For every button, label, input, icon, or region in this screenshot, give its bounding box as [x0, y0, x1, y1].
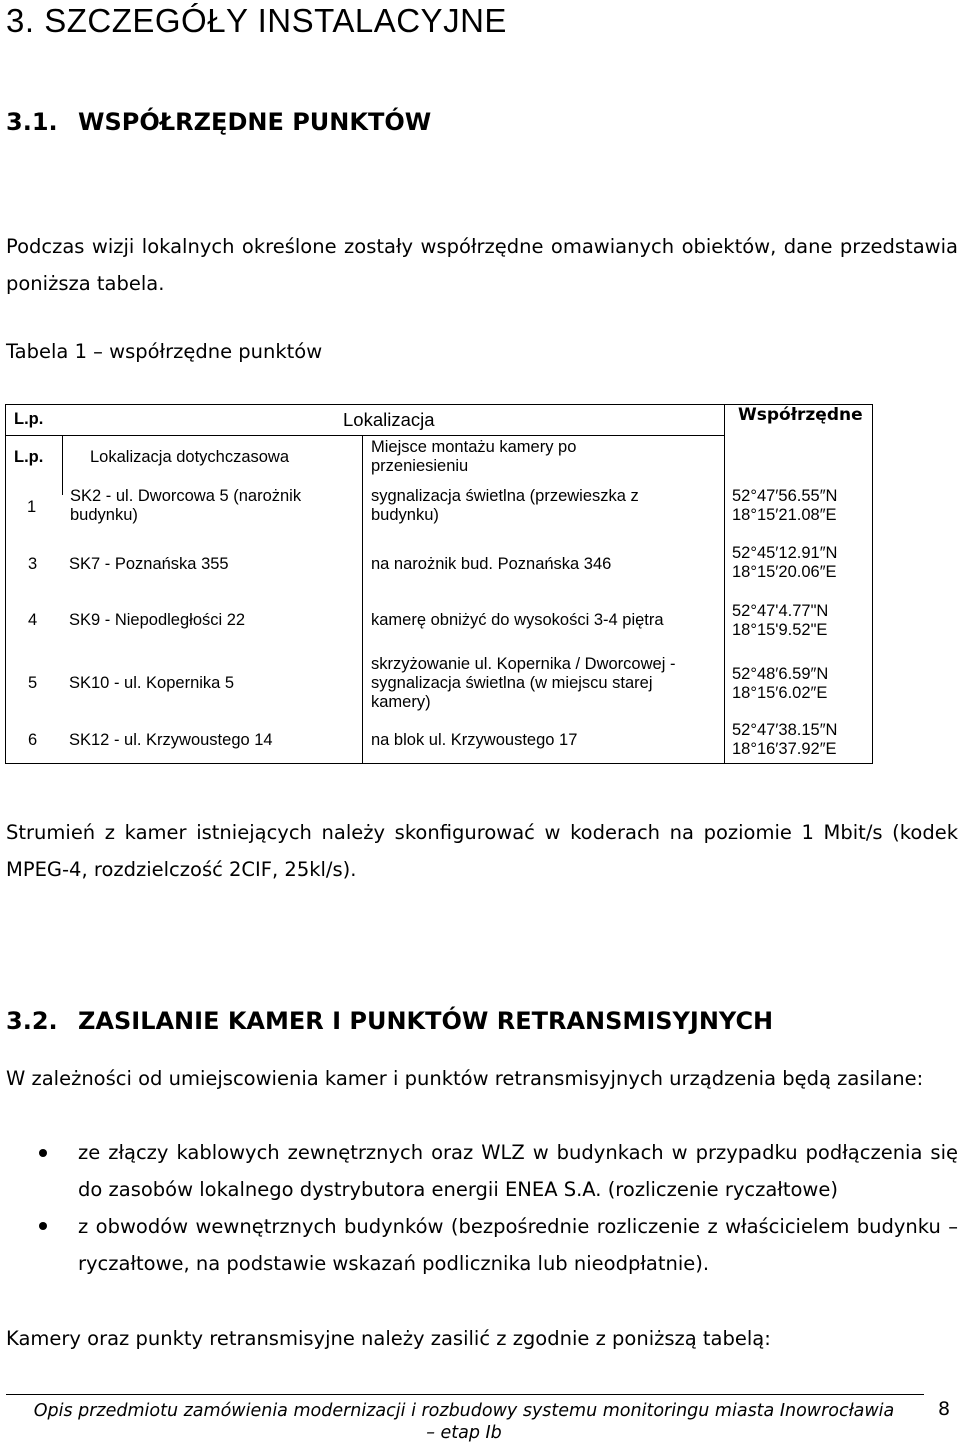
- cell-new-location: sygnalizacja świetlna (przewieszka z budynku): [371, 487, 639, 524]
- section2-title: ZASILANIE KAMER I PUNKTÓW RETRANSMISYJNYCH: [78, 1007, 774, 1035]
- power-paragraph: W zależności od umiejscowienia kamer i punktów retransmisyjnych urządzenia będą zasilane:: [6, 1067, 924, 1090]
- cell-lon: 18°15′6.02″E: [732, 684, 828, 702]
- footer-rule: [6, 1394, 924, 1395]
- cell-lon: 18°15'9.52"E: [732, 621, 828, 639]
- page-number: 8: [938, 1398, 951, 1420]
- bullet-icon: [39, 1222, 47, 1230]
- cell-new-location: skrzyżowanie ul. Kopernika / Dworcowej - sygnalizacja świetlna (w miejscu starej kamery): [371, 655, 676, 711]
- streams-paragraph: Strumień z kamer istniejących należy skonfigurować w koderach na poziomie 1 Mbit/s (kodek MPEG-4, rozdzielczość 2CIF, 25kl/s).: [6, 821, 958, 881]
- cell-lat: 52°48′6.59″N: [732, 665, 829, 683]
- table-caption: Tabela 1 – współrzędne punktów: [6, 340, 323, 363]
- cell-lp: 4: [28, 611, 38, 629]
- cell-lat: 52°45′12.91″N: [732, 544, 838, 562]
- bullet-icon: [39, 1149, 47, 1157]
- cell-lp: 1: [27, 498, 37, 516]
- subsection-number: 3.1.: [6, 108, 58, 136]
- cell-lat: 52°47′56.55″N: [732, 487, 838, 505]
- table-border-right: [872, 404, 873, 764]
- cell-new-location: kamerę obniżyć do wysokości 3-4 piętra: [371, 611, 664, 629]
- footer-line-1: Opis przedmiotu zamówienia modernizacji i rozbudowy systemu monitoringu miasta Inowrocławia: [33, 1401, 895, 1421]
- cell-lp: 5: [28, 674, 38, 692]
- cell-old-location: SK12 - ul. Krzywoustego 14: [69, 731, 273, 749]
- list-item: z obwodów wewnętrznych budynków (bezpośrednie rozliczenie z właścicielem budynku – ryczałtowe, na podstawie wskazań podlicznika lub nieodpłatnie).: [78, 1215, 958, 1275]
- section-title: 3. SZCZEGÓŁY INSTALACYJNE: [6, 2, 507, 39]
- cell-old-location: SK10 - ul. Kopernika 5: [69, 674, 235, 692]
- table-rule: [62, 435, 63, 495]
- header-miejsce: Miejsce montażu kamery po przeniesieniu: [371, 438, 577, 475]
- cell-lon: 18°15′20.06″E: [732, 563, 837, 581]
- cell-new-location: na blok ul. Krzywoustego 17: [371, 731, 578, 749]
- final-paragraph: Kamery oraz punkty retransmisyjne należy zasilić z zgodnie z poniższą tabelą:: [6, 1327, 771, 1350]
- cell-lat: 52°47'4.77"N: [732, 602, 829, 620]
- intro-paragraph: Podczas wizji lokalnych określone zostały współrzędne omawianych obiektów, dane przedstawia poniższa tabela.: [6, 235, 958, 295]
- cell-lp: 6: [28, 731, 38, 749]
- cell-old-location: SK7 - Poznańska 355: [69, 555, 229, 573]
- cell-old-location: SK2 - ul. Dworcowa 5 (narożnik budynku): [70, 487, 302, 524]
- cell-lp: 3: [28, 555, 38, 573]
- cell-old-location: SK9 - Niepodległości 22: [69, 611, 246, 629]
- header-dotychczasowa: Lokalizacja dotychczasowa: [90, 448, 290, 466]
- header-wspolrzedne: Współrzędne: [738, 405, 863, 425]
- section2-heading: [6, 1007, 773, 1035]
- subsection-title: WSPÓŁRZĘDNE PUNKTÓW: [78, 108, 432, 136]
- cell-lon: 18°16′37.92″E: [732, 740, 837, 758]
- cell-lon: 18°15′21.08″E: [732, 506, 837, 524]
- footer-line-2: – etap Ib: [426, 1423, 502, 1443]
- table-border-bottom: [5, 763, 873, 764]
- cell-lat: 52°47′38.15″N: [732, 721, 838, 739]
- subsection-heading: [6, 108, 431, 136]
- section2-number: 3.2.: [6, 1007, 58, 1035]
- header-lp-2: L.p.: [14, 448, 44, 466]
- table-rule: [5, 435, 724, 436]
- table-border-left: [5, 404, 6, 764]
- cell-new-location: na narożnik bud. Poznańska 346: [371, 555, 612, 573]
- table-rule: [362, 435, 363, 763]
- list-item: ze złączy kablowych zewnętrznych oraz WLZ w budynkach w przypadku podłączenia się do zasobów lokalnego dystrybutora energii ENEA S.A. (rozliczenie ryczałtowe): [78, 1141, 958, 1201]
- table-rule: [724, 404, 725, 764]
- header-lokalizacja: Lokalizacja: [343, 409, 435, 430]
- header-lp: L.p.: [14, 410, 44, 428]
